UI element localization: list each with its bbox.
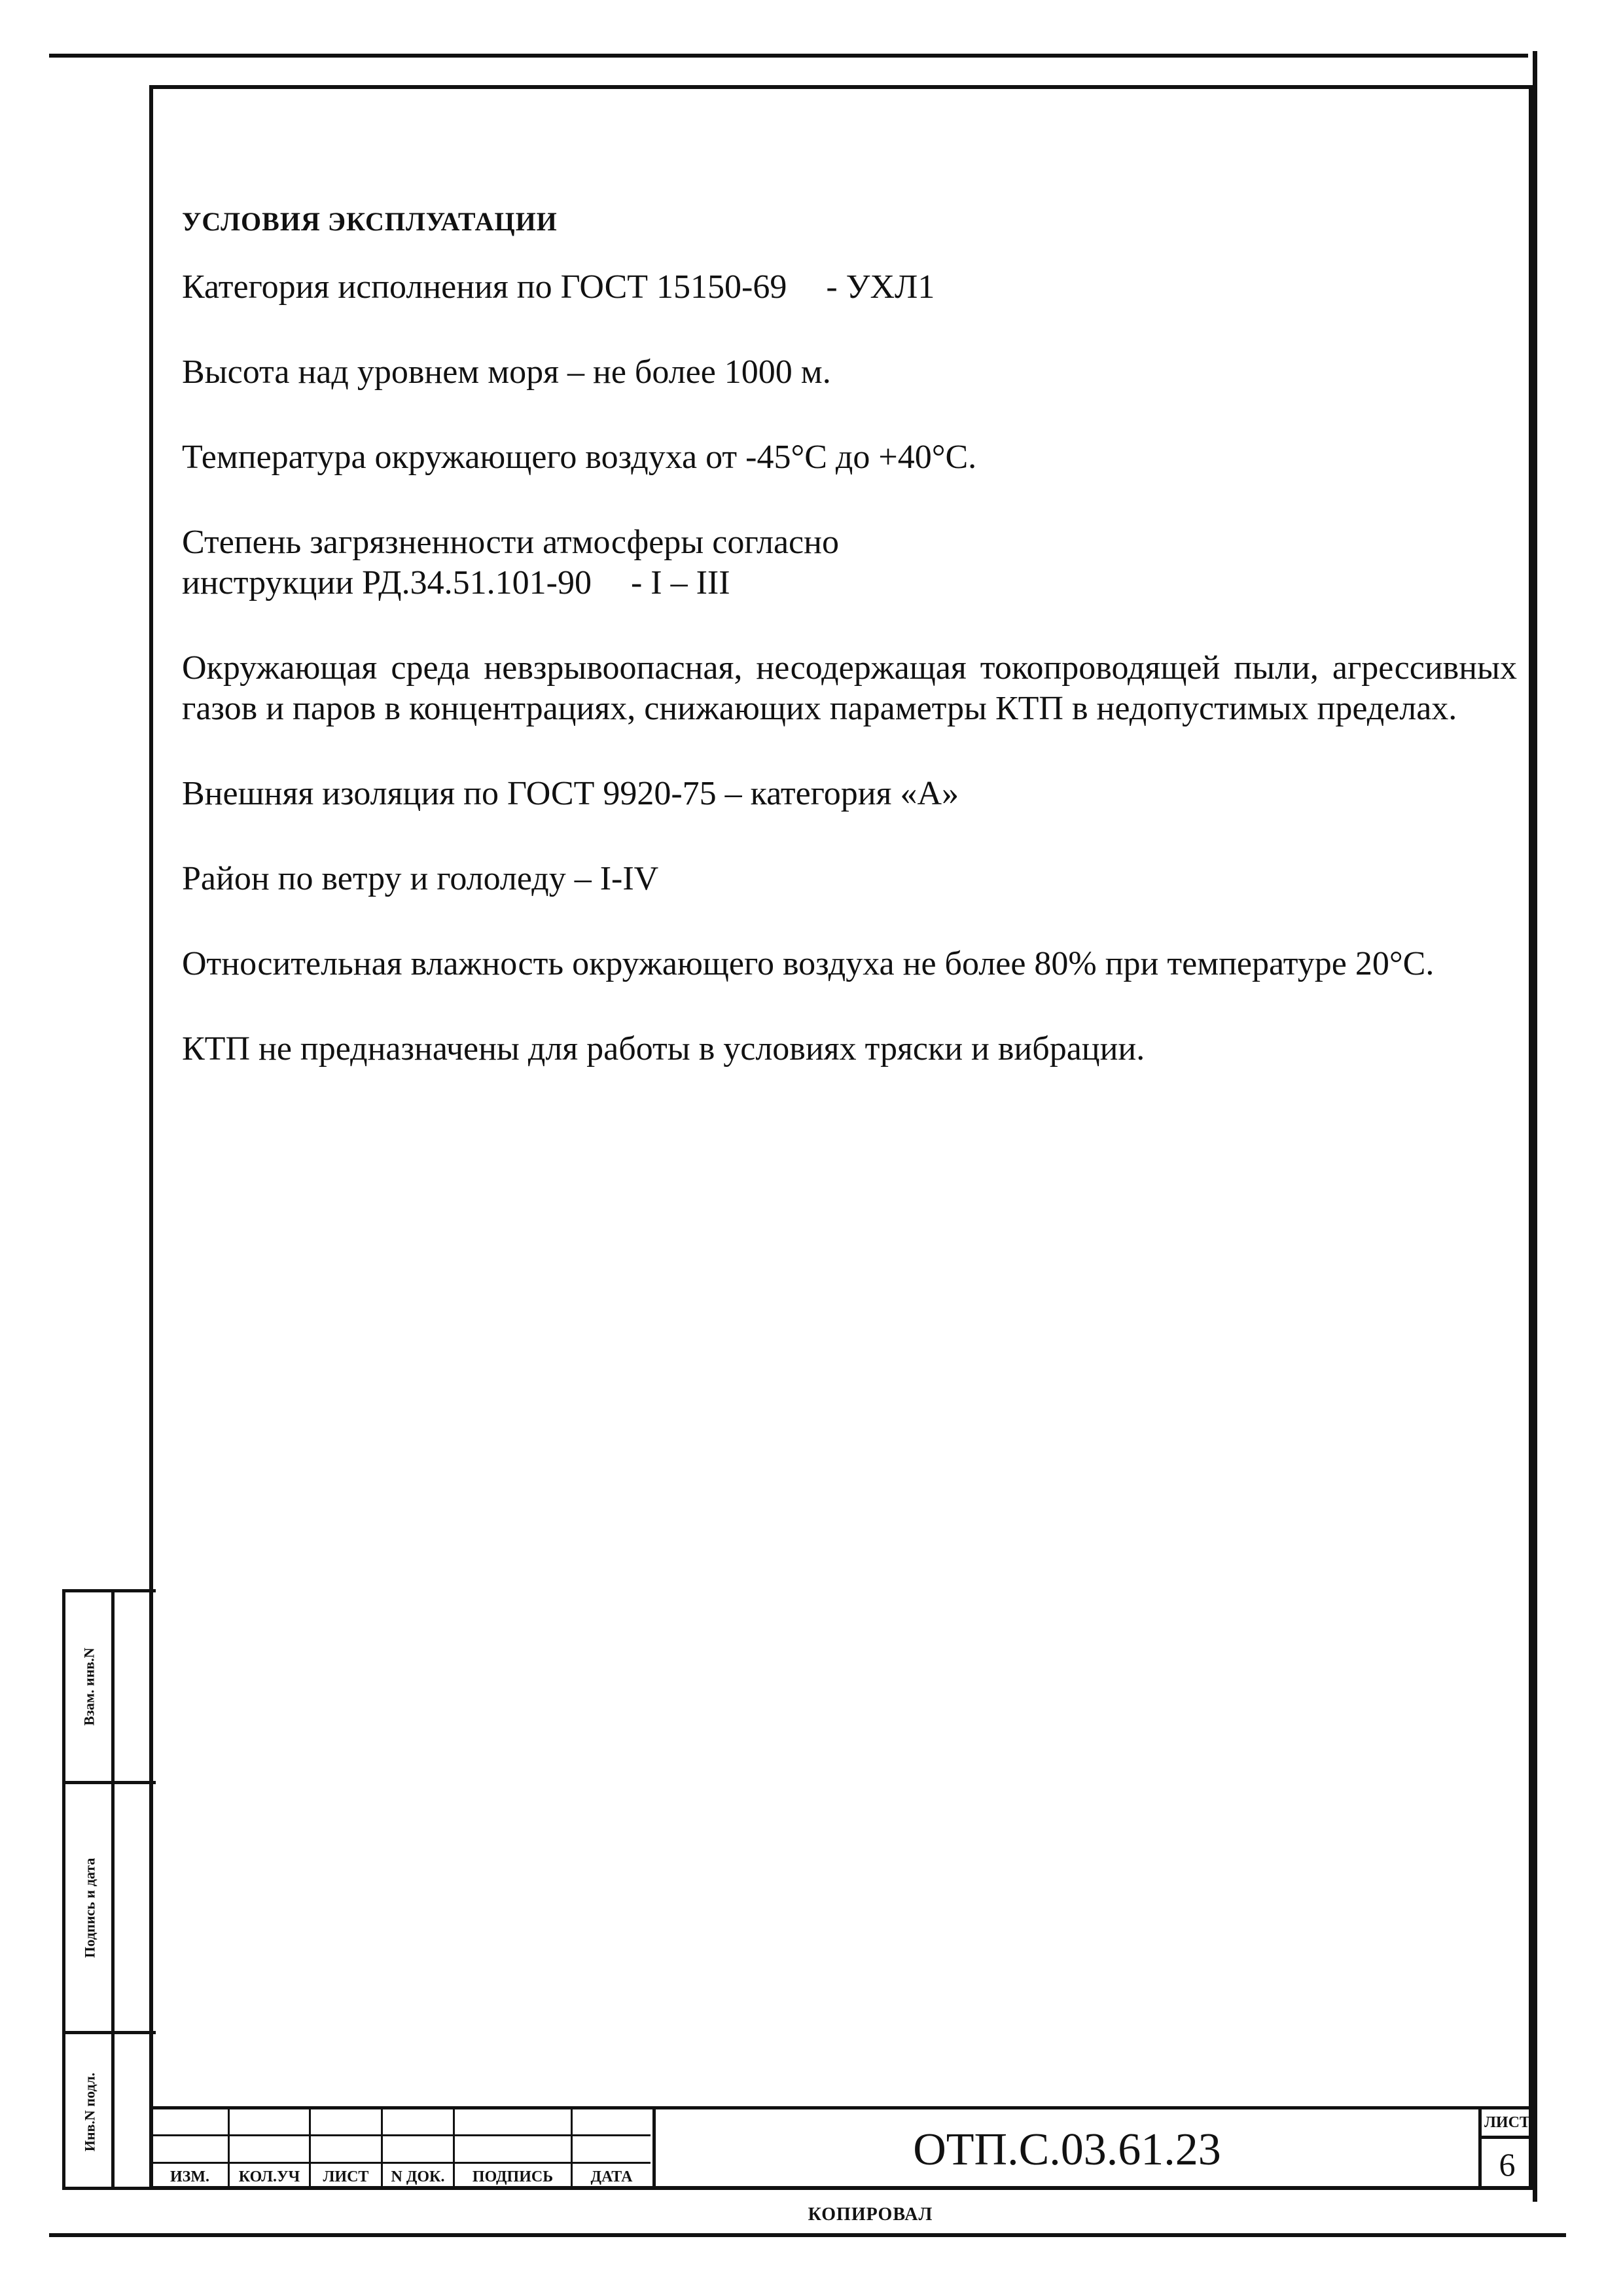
paragraph-pollution	[182, 522, 1517, 603]
category-value: - УХЛ1	[826, 268, 935, 306]
bottom-border-line	[49, 2233, 1566, 2237]
paragraph-vibration: КТП не предназначены для работы в условиях тряски и вибрации.	[182, 1030, 1145, 1067]
category-text: Категория исполнения по ГОСТ 15150-69	[182, 268, 787, 306]
sheet-cell	[1478, 2109, 1533, 2190]
frame-right-edge	[1533, 51, 1537, 2202]
paragraph-category	[182, 267, 1517, 308]
side-label-inv: Инв.N подл.	[81, 2072, 98, 2152]
side-stamp	[62, 1589, 156, 2190]
header-list: ЛИСТ	[323, 2168, 369, 2185]
side-label-podpis: Подпись и дата	[81, 1857, 98, 1958]
section-title: УСЛОВИЯ ЭКСПЛУАТАЦИИ	[182, 207, 558, 236]
pollution-value: - I – III	[630, 564, 730, 601]
header-izm: ИЗМ.	[170, 2168, 209, 2185]
paragraph-environment: Окружающая среда невзрывоопасная, несодержащая токопроводящей пыли, агрессивных газов и паров в концентрациях, снижающих параметры КТП в недопустимых пределах.	[182, 649, 1517, 727]
top-border-line	[49, 54, 1528, 58]
paragraph-temperature: Температура окружающего воздуха от -45°С до +40°С.	[182, 439, 977, 476]
header-n-dok: N ДОК.	[391, 2168, 445, 2185]
document-body	[182, 206, 1517, 1114]
pollution-line-2	[182, 563, 1517, 603]
pollution-line-1: Степень загрязненности атмосферы согласно	[182, 524, 839, 561]
header-kol-uch: КОЛ.УЧ	[238, 2168, 300, 2185]
sheet-number: 6	[1499, 2146, 1516, 2183]
side-label-vzam: Взам. инв.N	[81, 1647, 98, 1726]
title-block	[152, 2106, 1533, 2190]
paragraph-wind-ice: Район по ветру и гололеду – I-IV	[182, 860, 659, 897]
header-podpis: ПОДПИСЬ	[472, 2168, 554, 2185]
paragraph-humidity: Относительная влажность окружающего воздуха не более 80% при температуре 20°С.	[182, 945, 1435, 982]
paragraph-insulation: Внешняя изоляция по ГОСТ 9920-75 – категория «А»	[182, 775, 959, 812]
document-code: ОТП.С.03.61.23	[652, 2109, 1478, 2190]
paragraph-altitude: Высота над уровнем моря – не более 1000 м.	[182, 353, 831, 391]
pollution-instruction: инструкции РД.34.51.101-90	[182, 564, 592, 601]
copied-label: КОПИРОВАЛ	[808, 2204, 933, 2225]
header-data: ДАТА	[590, 2168, 633, 2185]
revision-grid	[152, 2109, 651, 2190]
sheet-label: ЛИСТ	[1482, 2109, 1533, 2139]
